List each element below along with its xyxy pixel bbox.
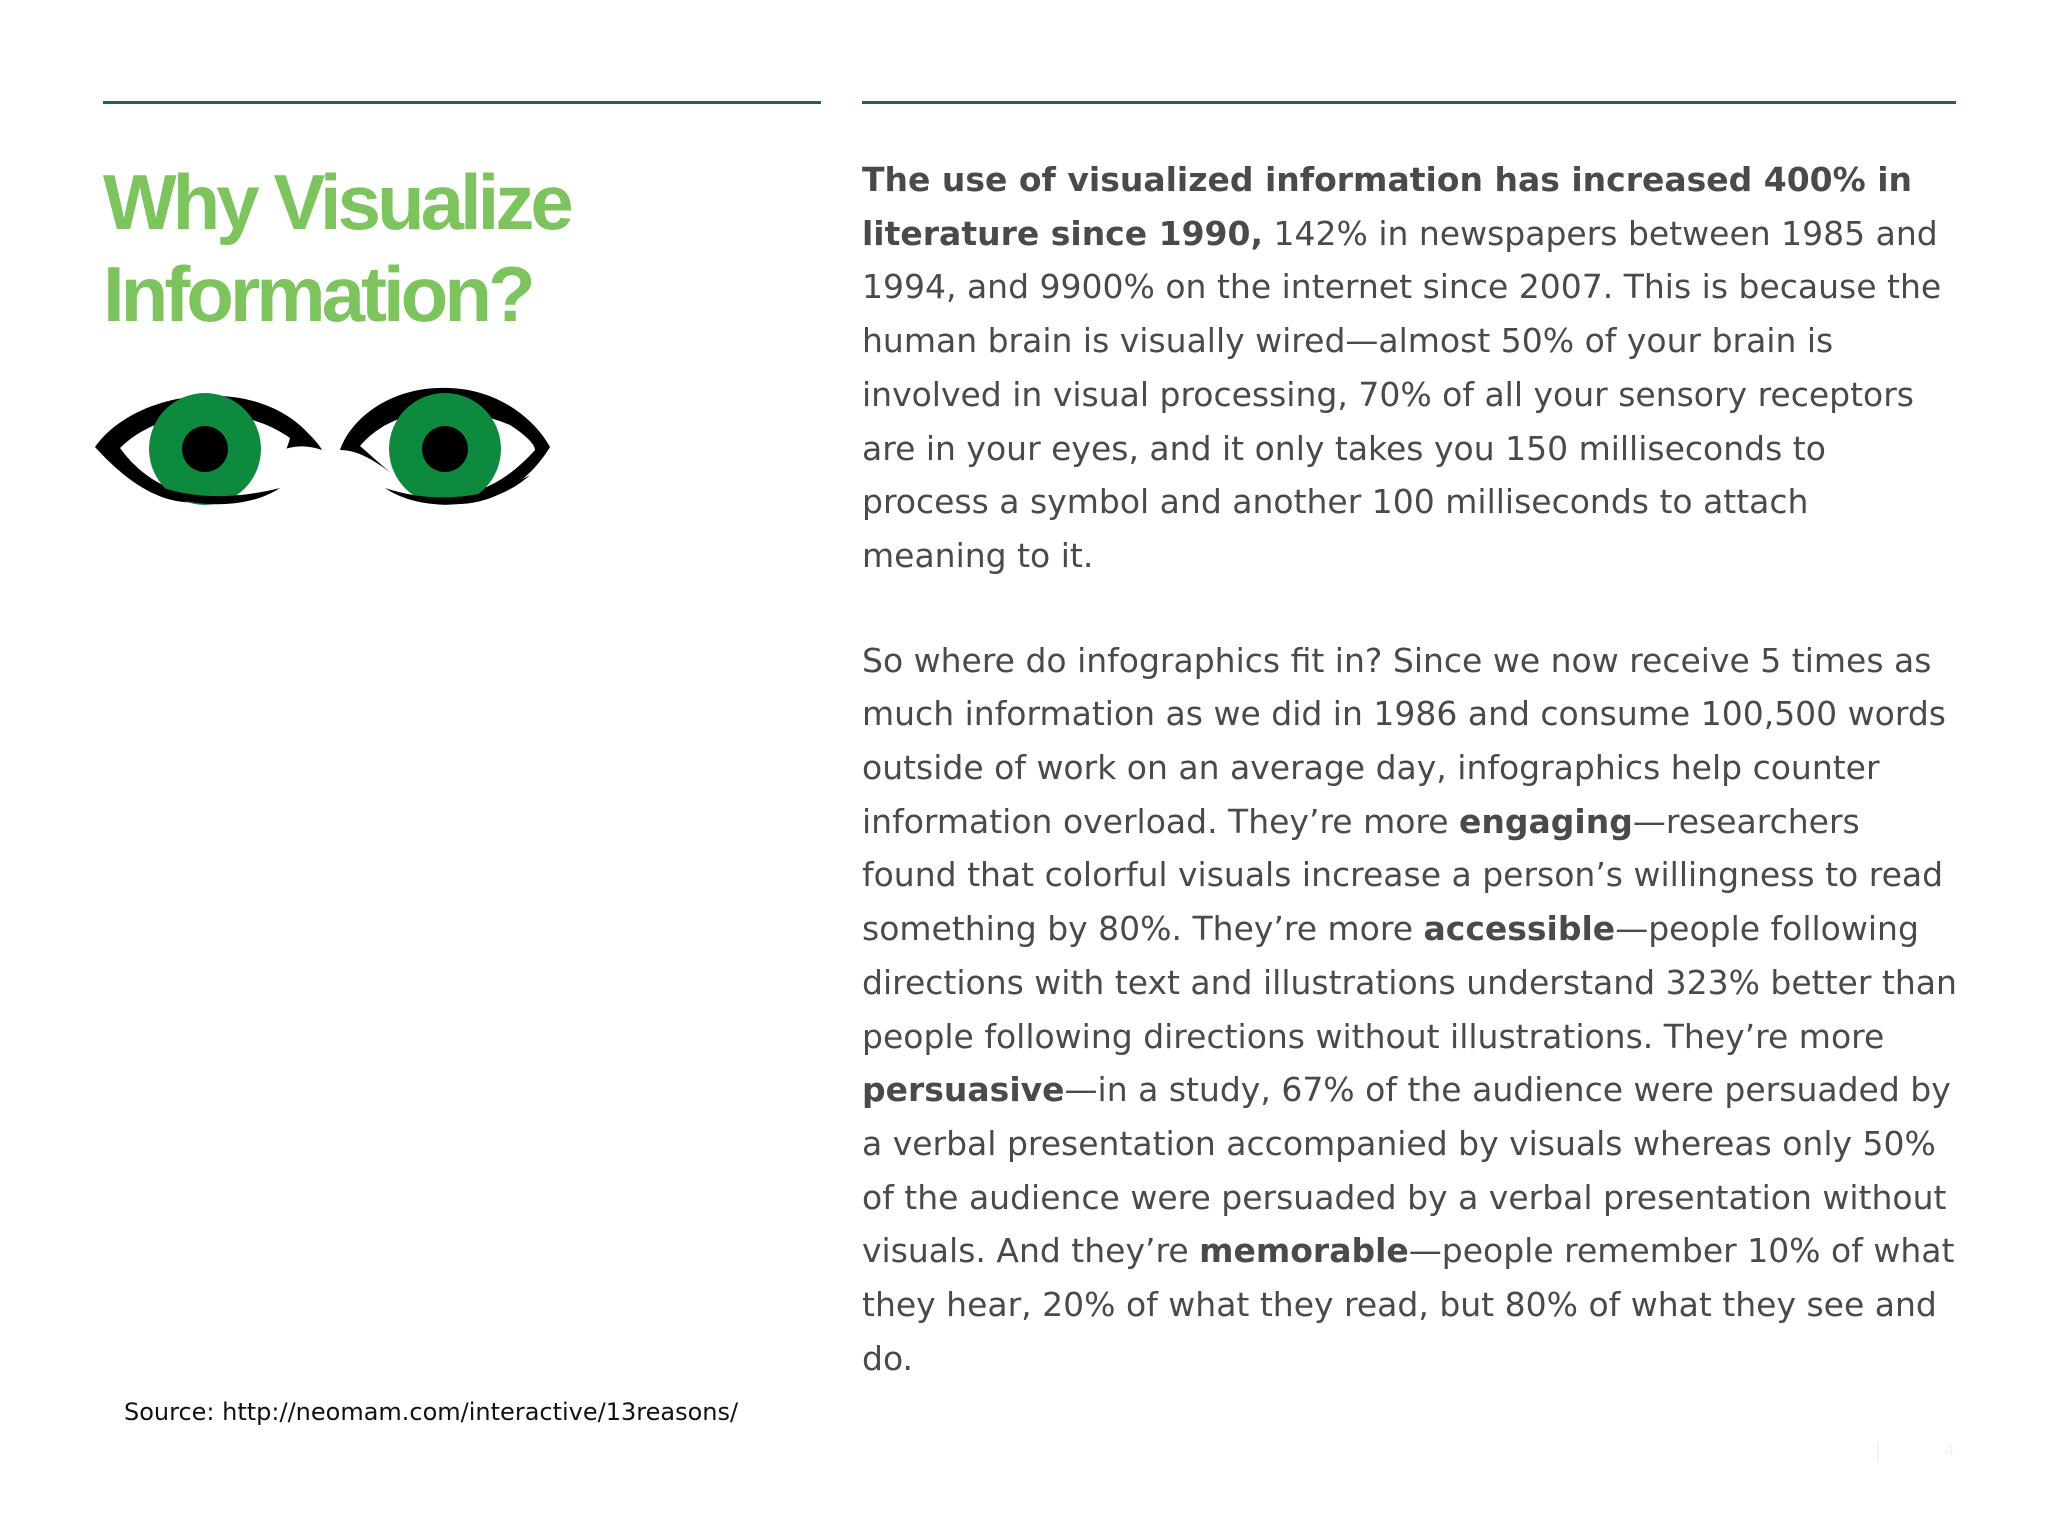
paragraph-2-text-5: —people remember 10% of what they hear, 20% of what they read, but 80% of what they see and do. (862, 1231, 1955, 1378)
paragraph-2-text-1: So where do infographics fit in? Since we now receive 5 times as much information as we did in 1986 and consume 100,500 words outside of work on an average day, infographics help counter information overload. They’re more (862, 640, 1946, 841)
bold-lead: The use of visualized information has increased 400% in literature since 1990, (862, 160, 1913, 253)
keyword-accessible: accessible (1423, 909, 1616, 949)
body-text (862, 153, 1962, 1385)
keyword-memorable: memorable (1199, 1231, 1409, 1271)
keyword-persuasive: persuasive (862, 1070, 1065, 1110)
paragraph-2-text-2: —researchers found that colorful visuals increase a person’s willingness to read something by 80%. They’re more (862, 801, 1944, 949)
paragraph-1-text: 142% in newspapers between 1985 and 1994, and 9900% on the internet since 2007. This is because the human brain is visually wired—almost 50% of your brain is involved in visual processing, 70% of all your sensory receptors are in your eyes, and it only takes you 150 milliseconds to process a symbol and another 100 milliseconds to attach meaning to it. (862, 213, 1942, 575)
eyes-icon (90, 380, 560, 520)
page-title-line-2: Information? (103, 250, 532, 338)
page-title-line-1: Why Visualize (103, 158, 570, 246)
source-citation: Source: http://neomam.com/interactive/13reasons/ (124, 1398, 739, 1426)
left-eye-icon (95, 393, 322, 505)
divider-right (862, 101, 1956, 104)
divider-left (103, 101, 821, 104)
paragraph-statistics (862, 153, 1962, 583)
right-eye-icon (340, 388, 550, 505)
paragraph-2-text-3: —people following directions with text and illustrations understand 323% better than people following directions without illustrations. They’re more (862, 909, 1957, 1056)
page-number-separator (1877, 1442, 1879, 1462)
page-number: 4 (1944, 1440, 1955, 1460)
paragraph-infographics (862, 634, 1962, 1386)
page-title (103, 156, 803, 340)
keyword-engaging: engaging (1459, 801, 1633, 841)
paragraph-2-text-4: —in a study, 67% of the audience were persuaded by a verbal presentation accompanied by visuals whereas only 50% of the audience were persuaded by a verbal presentation without visuals. And they’re (862, 1070, 1951, 1271)
